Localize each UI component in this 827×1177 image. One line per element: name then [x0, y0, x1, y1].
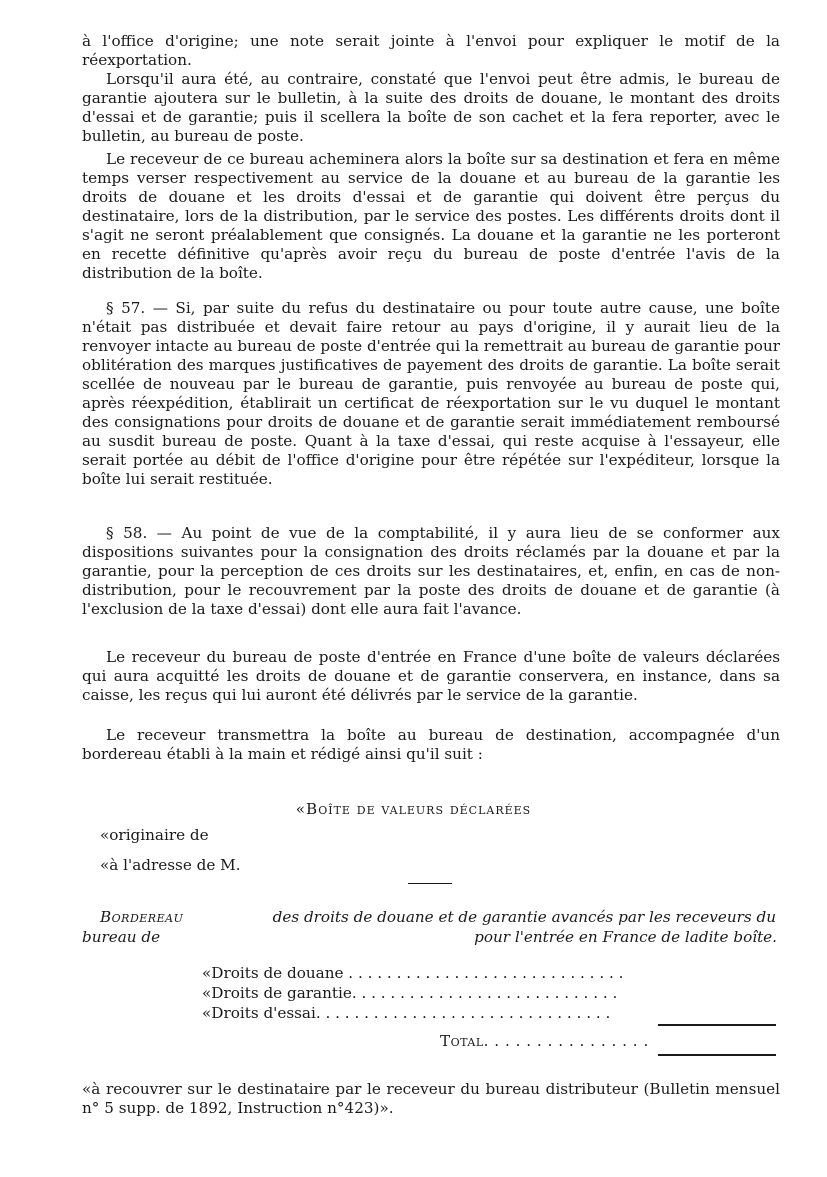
closing-note: «à recouvrer sur le destinataire par le receveur du bureau distributeur (Bulletin mensuel n° 5 supp. de 1892, Instruction n°423)».: [82, 1080, 780, 1117]
sum-rule-bottom: [658, 1054, 776, 1056]
form-separator: [408, 883, 452, 884]
total-label: Total. . . . . . . . . . . . . . . .: [440, 1032, 649, 1050]
row-droits-essai: «Droits d'essai. . . . . . . . . . . . . . . . . . . . . . . . . . . . . . .: [202, 1004, 611, 1022]
form-origin-line: «originaire de: [100, 826, 209, 844]
paragraph-section-57: § 57. — Si, par suite du refus du destinataire ou pour toute autre cause, une boîte n'était pas distribuée et devait faire retour au pays d'origine, il y aurait lieu de la renvoyer intacte au bureau de poste d'entrée qui la remettrait au bureau de garantie pour oblitération des marques justificatives de payement des droits de garantie. La boîte serait scellée de nouveau par le bureau de garantie, puis renvoyée au bureau de poste qui, après réexpédition, établirait un certificat de réexportation sur le vu duquel le montant des consignations pour droits de douane et de garantie serait immédiatement remboursé au susdit bureau de poste. Quant à la taxe d'essai, qui reste acquise à l'essayeur, elle serait portée au débit de l'office d'origine pour être répétée sur l'expéditeur, lorsque la boîte lui serait restituée.: [82, 299, 780, 488]
paragraph-admission: Lorsqu'il aura été, au contraire, constaté que l'envoi peut être admis, le bureau de garantie ajoutera sur le bulletin, à la suite des droits de douane, le montant des droits d'essai et de garantie; puis il scellera la boîte de son cachet et la fera reporter, avec le bulletin, au bureau de poste.: [82, 70, 780, 145]
paragraph-receveur-acheminement: Le receveur de ce bureau acheminera alors la boîte sur sa destination et fera en même temps verser respectivement au service de la douane et au bureau de la garantie les droits de douane et les droits d'essai et de garantie qui doivent être perçus du destinataire, lors de la distribution, par le service des postes. Les différents droits dont il s'agit ne seront préalablement que consignés. La douane et la garantie ne les porteront en recette définitive qu'après avoir reçu du bureau de poste d'entrée l'avis de la distribution de la boîte.: [82, 150, 780, 282]
row-droits-douane: «Droits de douane . . . . . . . . . . . . . . . . . . . . . . . . . . . . .: [202, 964, 624, 982]
form-address-line: «à l'adresse de M.: [100, 856, 241, 874]
paragraph-reexportation-note: à l'office d'origine; une note serait jointe à l'envoi pour expliquer le motif de la réexportation.: [82, 32, 780, 69]
form-heading: «Boîte de valeurs déclarées: [295, 800, 532, 818]
bordereau-line: [100, 908, 776, 927]
bordereau-text: des droits de douane et de garantie avancés par les receveurs du: [272, 908, 776, 926]
paragraph-receveur-entree: Le receveur du bureau de poste d'entrée en France d'une boîte de valeurs déclarées qui aura acquitté les droits de douane et de garantie conservera, en instance, dans sa caisse, les reçus qui lui auront été délivrés par le service de la garantie.: [82, 648, 780, 704]
entree-text: pour l'entrée en France de ladite boîte.: [474, 928, 777, 946]
paragraph-section-58: § 58. — Au point de vue de la comptabilité, il y aura lieu de se conformer aux dispositions suivantes pour la consignation des droits réclamés par la douane et par la garantie, pour la perception de ces droits sur les destinataires, et, enfin, en cas de non-distribution, pour le recouvrement par la poste des droits de douane et de garantie (à l'exclusion de la taxe d'essai) dont elle aura fait l'avance.: [82, 524, 780, 618]
bureau-de-label: bureau de: [82, 928, 161, 946]
row-droits-garantie: «Droits de garantie. . . . . . . . . . . . . . . . . . . . . . . . . . . .: [202, 984, 618, 1002]
bordereau-word: Bordereau: [100, 908, 184, 926]
paragraph-bordereau-intro: Le receveur transmettra la boîte au bureau de destination, accompagnée d'un bordereau établi à la main et rédigé ainsi qu'il suit :: [82, 726, 780, 763]
total-row: [440, 1032, 649, 1051]
sum-rule-top: [658, 1024, 776, 1026]
